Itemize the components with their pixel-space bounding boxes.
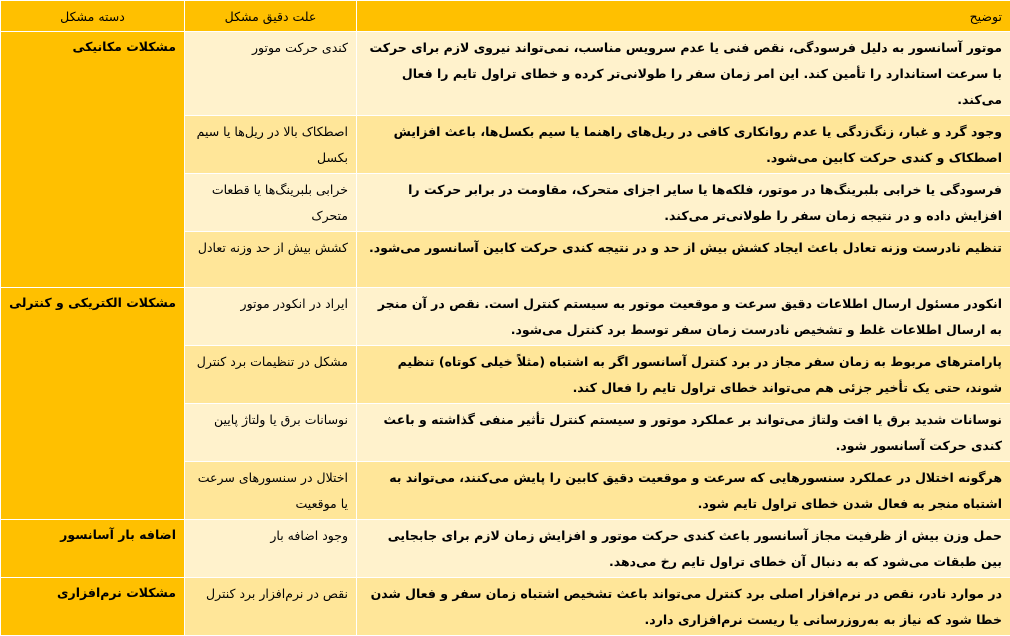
- description-cell: هرگونه اختلال در عملکرد سنسورهایی که سرعت و موقعیت دقیق کابین را پایش می‌کنند، می‌تواند به اشتباه منجر به فعال شدن خطای تراول تایم شود.: [357, 462, 1010, 520]
- description-cell: نوسانات شدید برق یا افت ولتاژ می‌تواند بر عملکرد موتور و سیستم کنترل تأثیر منفی گذاشته و باعث کندی حرکت آسانسور شود.: [357, 404, 1010, 462]
- cause-cell: کندی حرکت موتور: [185, 32, 357, 116]
- header-category: دسته مشکل: [1, 1, 185, 32]
- cause-cell: نقص در نرم‌افزار برد کنترل: [185, 578, 357, 636]
- table-row: [1, 578, 1010, 636]
- cause-cell: کشش بیش از حد وزنه تعادل: [185, 232, 357, 288]
- description-cell: تنظیم نادرست وزنه تعادل باعث ایجاد کشش بیش از حد و در نتیجه کندی حرکت کابین آسانسور می‌شود.: [357, 232, 1010, 288]
- cause-cell: خرابی بلبرینگ‌ها یا قطعات متحرک: [185, 174, 357, 232]
- cause-cell: ایراد در انکودر موتور: [185, 288, 357, 346]
- category-mechanical: مشکلات مکانیکی: [1, 32, 185, 288]
- category-overload: اضافه بار آسانسور: [1, 520, 185, 578]
- description-cell: حمل وزن بیش از ظرفیت مجاز آسانسور باعث کندی حرکت موتور و افزایش زمان لازم برای جابجایی بین طبقات می‌شود که به دنبال آن خطای تراول تایم رخ می‌دهد.: [357, 520, 1010, 578]
- header-description: توضیح: [357, 1, 1010, 32]
- cause-cell: وجود اضافه بار: [185, 520, 357, 578]
- header-cause: علت دقیق مشکل: [185, 1, 357, 32]
- table-row: [1, 520, 1010, 578]
- cause-cell: اختلال در سنسورهای سرعت یا موقعیت: [185, 462, 357, 520]
- header-row: [1, 1, 1010, 32]
- description-cell: پارامترهای مربوط به زمان سفر مجاز در برد کنترل آسانسور اگر به اشتباه (مثلاً خیلی کوتاه) تنظیم شوند، حتی یک تأخیر جزئی هم می‌تواند خطای تراول تایم را فعال کند.: [357, 346, 1010, 404]
- category-electrical: مشکلات الکتریکی و کنترلی: [1, 288, 185, 520]
- table-row: [1, 288, 1010, 346]
- description-cell: وجود گرد و غبار، زنگ‌زدگی یا عدم روانکاری کافی در ریل‌های راهنما یا سیم بکسل‌ها، باعث افزایش اصطکاک و کندی حرکت کابین می‌شود.: [357, 116, 1010, 174]
- cause-cell: مشکل در تنظیمات برد کنترل: [185, 346, 357, 404]
- description-cell: در موارد نادر، نقص در نرم‌افزار اصلی برد کنترل می‌تواند باعث تشخیص اشتباه زمان سفر و فعال شدن خطا شود که نیاز به به‌روزرسانی یا ریست نرم‌افزاری دارد.: [357, 578, 1010, 636]
- description-cell: موتور آسانسور به دلیل فرسودگی، نقص فنی یا عدم سرویس مناسب، نمی‌تواند نیروی لازم برای حرکت با سرعت استاندارد را تأمین کند. این امر زمان سفر را طولانی‌تر کرده و خطای تراول تایم را فعال می‌کند.: [357, 32, 1010, 116]
- table-row: [1, 32, 1010, 116]
- description-cell: فرسودگی یا خرابی بلبرینگ‌ها در موتور، فلکه‌ها یا سایر اجزای متحرک، مقاومت در برابر حرکت را افزایش داده و در نتیجه زمان سفر را طولانی‌تر می‌کند.: [357, 174, 1010, 232]
- description-cell: انکودر مسئول ارسال اطلاعات دقیق سرعت و موقعیت موتور به سیستم کنترل است. نقص در آن منجر به ارسال اطلاعات غلط و تشخیص نادرست زمان سفر توسط برد کنترل می‌شود.: [357, 288, 1010, 346]
- cause-cell: اصطکاک بالا در ریل‌ها یا سیم بکسل: [185, 116, 357, 174]
- category-software: مشکلات نرم‌افزاری: [1, 578, 185, 636]
- cause-cell: نوسانات برق یا ولتاژ پایین: [185, 404, 357, 462]
